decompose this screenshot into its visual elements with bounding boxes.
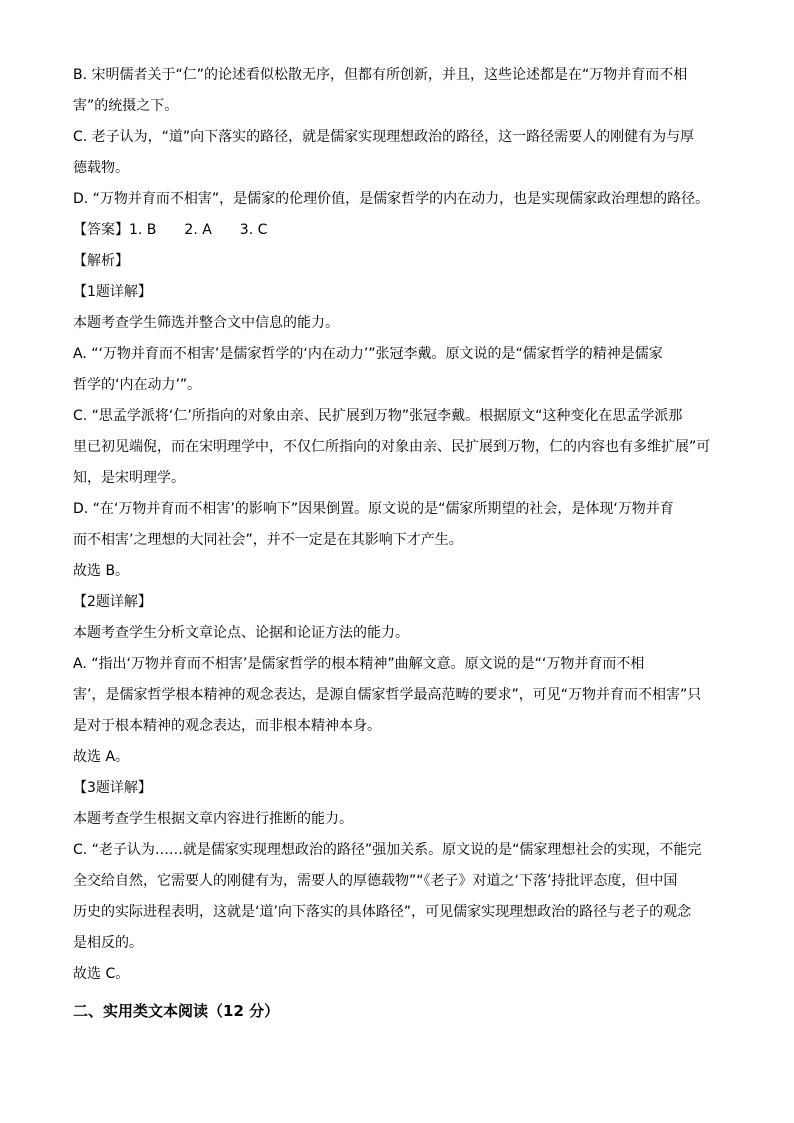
text-line: C. “思孟学派将‘仁’所指向的对象由亲、民扩展到万物”张冠李戴。根据原文“这种变化在思孟学派那 <box>73 408 683 424</box>
text-line: 故选 A。 <box>73 749 130 765</box>
text-line: B. 宋明儒者关于“仁”的论述看似松散无序，但都有所创新，并且，这些论述都是在“万物并育而不相 <box>73 67 688 83</box>
text-line: 故选 B。 <box>73 563 130 579</box>
text-line: 历史的实际进程表明，这就是‘道’向下落实的具体路径”，可见儒家实现理想政治的路径与老子的观念 <box>73 904 692 920</box>
text-line: D. “万物并育而不相害”，是儒家的伦理价值，是儒家哲学的内在动力，也是实现儒家政治理想的路径。 <box>73 191 710 207</box>
document-page <box>73 60 723 1027</box>
text-line: D. “在‘万物并育而不相害’的影响下”因果倒置。原文说的是“儒家所期望的社会，是体现‘万物并育 <box>73 501 674 517</box>
question-1-heading: 【1题详解】 <box>73 284 152 300</box>
text-line: 害’，是儒家哲学根本精神的观念表达，是源自儒家哲学最高范畴的要求”，可见“万物并育而不相害”只 <box>73 687 702 703</box>
text-line: 哲学的‘内在动力’”。 <box>73 377 202 393</box>
analysis-heading: 【解析】 <box>73 253 129 269</box>
text-line: C. “老子认为……就是儒家实现理想政治的路径”强加关系。原文说的是“儒家理想社会的实现，不能完 <box>73 842 702 858</box>
text-line: 是相反的。 <box>73 935 143 951</box>
text-line: 知，是宋明理学。 <box>73 470 185 486</box>
text-line: A. “指出‘万物并育而不相害’是儒家哲学的根本精神”曲解文意。原文说的是“‘万物并育而不相 <box>73 656 645 672</box>
text-line: 本题考查学生根据文章内容进行推断的能力。 <box>73 811 353 827</box>
text-line: 而不相害’之理想的大同社会”，并不一定是在其影响下才产生。 <box>73 532 463 548</box>
text-line: A. “‘万物并育而不相害’是儒家哲学的‘内在动力’”张冠李戴。原文说的是“儒家哲学的精神是儒家 <box>73 346 663 362</box>
text-line: 全交给自然，它需要人的刚健有为，需要人的厚德载物”“《老子》对道之‘下落’持批评态度，但中国 <box>73 873 678 889</box>
text-line: 里已初见端倪，而在宋明理学中，不仅仁所指向的对象由亲、民扩展到万物，仁的内容也有多维扩展”可 <box>73 439 711 455</box>
text-line: 故选 C。 <box>73 966 130 982</box>
question-3-heading: 【3题详解】 <box>73 780 152 796</box>
text-line: C. 老子认为，“道”向下落实的路径，就是儒家实现理想政治的路径，这一路径需要人的刚健有为与厚 <box>73 129 695 145</box>
text-line: 本题考查学生分析文章论点、论据和论证方法的能力。 <box>73 625 409 641</box>
text-line: 是对于根本精神的观念表达，而非根本精神本身。 <box>73 718 381 734</box>
text-line: 害”的统摄之下。 <box>73 98 179 114</box>
question-2-heading: 【2题详解】 <box>73 594 152 610</box>
answer-line: 【答案】1. B 2. A 3. C <box>73 222 268 238</box>
text-line: 本题考查学生筛选并整合文中信息的能力。 <box>73 315 339 331</box>
text-line: 德载物。 <box>73 160 129 176</box>
section-heading: 二、实用类文本阅读（12 分） <box>73 1002 280 1020</box>
